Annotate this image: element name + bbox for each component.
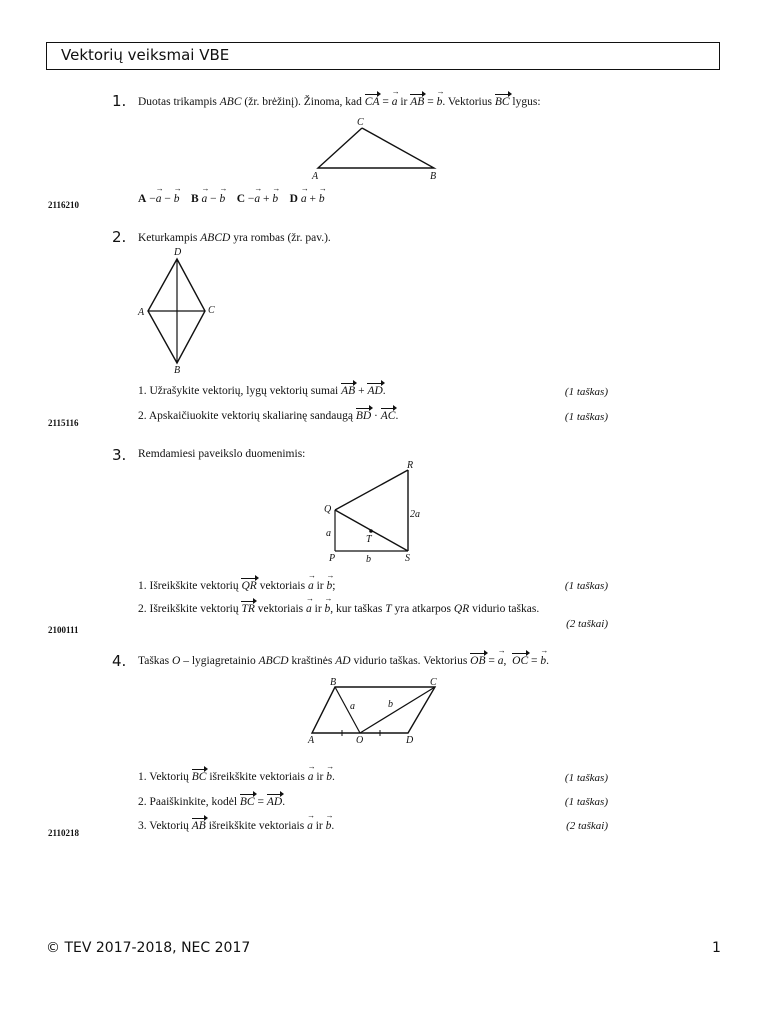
question-2-task-1-points: (1 taškas) bbox=[564, 386, 608, 398]
label-B: B bbox=[174, 365, 181, 376]
label-R: R bbox=[407, 460, 414, 471]
question-2-text: Keturkampis ABCD yra rombas (žr. pav.). bbox=[138, 232, 331, 244]
question-3-task-2: 2. Išreikškite vektorių TR vektoriais a → ir b →, kur taškas T yra atkarpos QR vidurio taškas. bbox=[138, 603, 539, 615]
question-4-task-2: 2. Paaiškinkite, kodėl BC = AD. bbox=[138, 796, 286, 808]
question-1-options: A −a → − b → B a → − b → C −a → + b → D a → + b → bbox=[138, 193, 325, 205]
label-B: B bbox=[430, 171, 437, 182]
label-C: C bbox=[208, 305, 215, 316]
label-D: D bbox=[174, 247, 182, 258]
label-A: A bbox=[138, 307, 145, 318]
question-4-code: 2110218 bbox=[48, 828, 80, 838]
label-D: D bbox=[406, 735, 414, 746]
label-a: a bbox=[326, 528, 331, 539]
question-2-code: 2115116 bbox=[48, 418, 79, 428]
footer-copyright: © TEV 2017-2018, NEC 2017 bbox=[46, 940, 251, 956]
question-1-number: 1. bbox=[112, 92, 127, 110]
question-4-task-3: 3. Vektorių AB išreikškite vektoriais a → ir b →. bbox=[138, 820, 334, 832]
question-3-task-2-points: (2 taškai) bbox=[566, 618, 608, 630]
question-4-text: Taškas O – lygiagretainio ABCD kraštinės AD vidurio taškas. Vektorius OB = a →, OC = b →. bbox=[138, 655, 549, 667]
label-a: a bbox=[350, 701, 355, 712]
question-4-task-3-points: (2 taškai) bbox=[566, 820, 608, 832]
question-2-number: 2. bbox=[112, 228, 127, 246]
question-2-task-2-points: (1 taškas) bbox=[564, 411, 608, 423]
question-3-task-1: 1. Išreikškite vektorių QR vektoriais a → ir b →; bbox=[138, 580, 335, 592]
label-Q: Q bbox=[324, 504, 332, 515]
label-C: C bbox=[430, 677, 437, 688]
triangle-diagram bbox=[300, 115, 450, 185]
triangle-qrs-diagram bbox=[320, 460, 440, 570]
question-1-text: Duotas trikampis ABC (žr. brėžinį). Žinoma, kad CA = a → ir AB = b →. Vektorius BC lygus: bbox=[138, 96, 541, 108]
label-A: A bbox=[312, 171, 319, 182]
title-box bbox=[46, 42, 720, 70]
question-2-task-2: 2. Apskaičiuokite vektorių skaliarinę sandaugą BD · AC. bbox=[138, 410, 399, 422]
label-T: T bbox=[366, 534, 372, 545]
question-2-task-1: 1. Užrašykite vektorių, lygų vektorių sumai AB + AD. bbox=[138, 385, 386, 397]
parallelogram-diagram bbox=[300, 675, 460, 750]
label-b: b bbox=[366, 554, 371, 565]
question-4-task-1: 1. Vektorių BC išreikškite vektoriais a → ir b →. bbox=[138, 771, 335, 783]
question-4-task-2-points: (1 taškas) bbox=[564, 796, 608, 808]
label-P: P bbox=[329, 553, 336, 564]
question-3-code: 2100111 bbox=[48, 625, 79, 635]
question-3-text: Remdamiesi paveikslo duomenimis: bbox=[138, 448, 306, 460]
label-A: A bbox=[308, 735, 315, 746]
label-b: b bbox=[388, 699, 393, 710]
label-O: O bbox=[356, 735, 364, 746]
question-4-task-1-points: (1 taškas) bbox=[564, 772, 608, 784]
label-S: S bbox=[405, 553, 410, 564]
question-3-task-1-points: (1 taškas) bbox=[564, 580, 608, 592]
question-3-number: 3. bbox=[112, 446, 127, 464]
label-B: B bbox=[330, 677, 337, 688]
label-2a: 2a bbox=[410, 509, 420, 520]
rhombus-diagram bbox=[135, 245, 225, 375]
page-title: Vektorių veiksmai VBE bbox=[61, 46, 230, 64]
question-1-code: 2116210 bbox=[48, 200, 80, 210]
label-C: C bbox=[357, 117, 364, 128]
page-number: 1 bbox=[712, 940, 721, 956]
question-4-number: 4. bbox=[112, 652, 127, 670]
